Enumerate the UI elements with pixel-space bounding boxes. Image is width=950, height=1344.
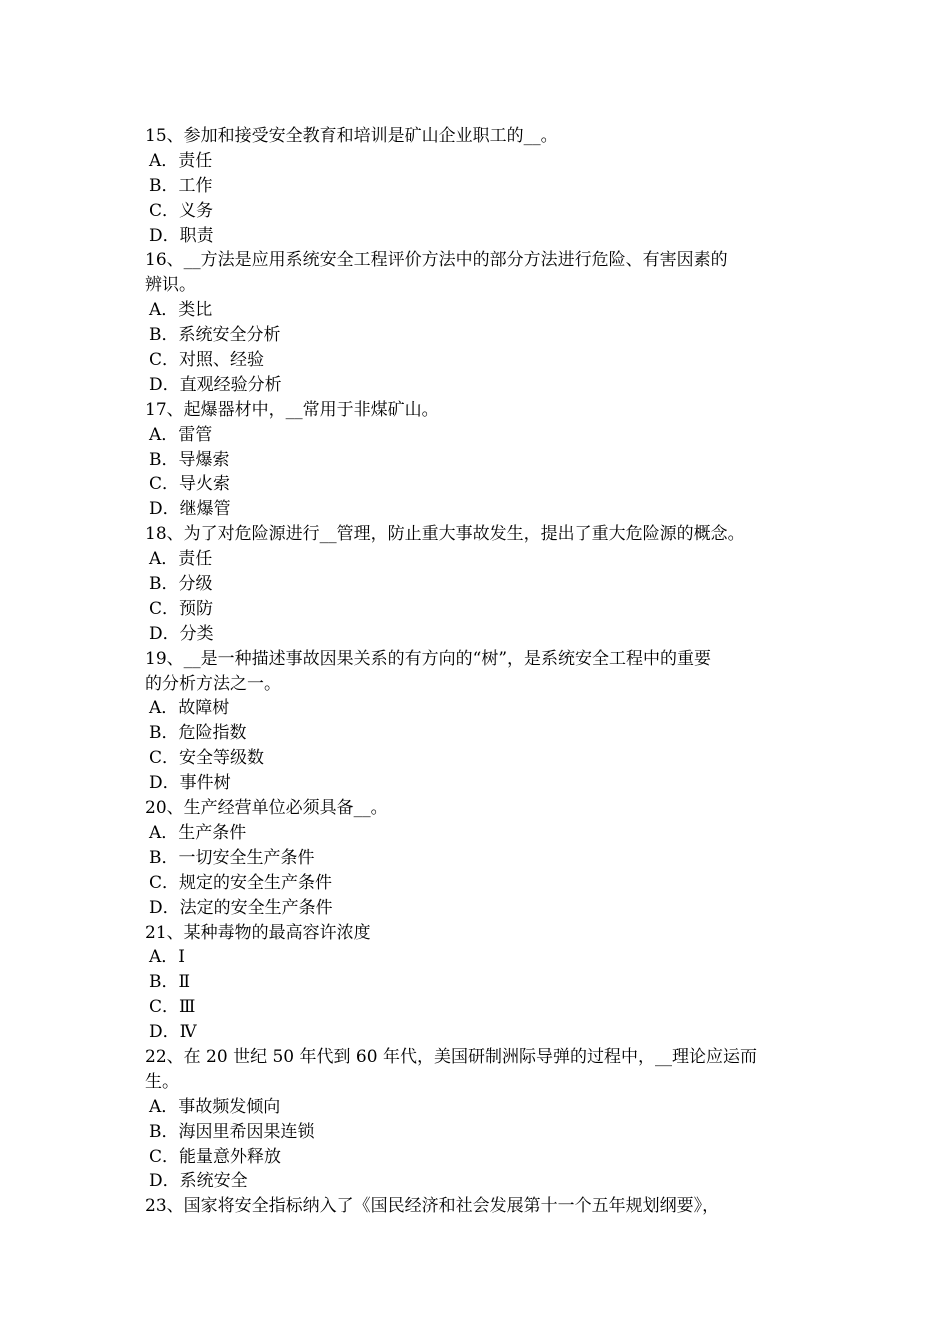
question-15-stem: 15、参加和接受安全教育和培训是矿山企业职工的__。 [145,126,558,146]
question-19-option-a: A．故障树 [149,698,230,719]
question-21-stem: 21、某种毒物的最高容许浓度 [145,922,371,943]
question-20-stem: 20、生产经营单位必须具备__。 [145,798,388,819]
question-16-option-b: B．系统安全分析 [149,325,281,346]
question-18-option-c: C．预防 [149,598,214,619]
question-15-option-d: D．职责 [149,225,214,246]
question-21-option-a: A．Ⅰ [149,947,185,968]
question-18-option-b: B．分级 [149,574,213,595]
question-18-option-a: A．责任 [149,549,213,570]
question-23-stem: 23、国家将安全指标纳入了《国民经济和社会发展第十一个五年规划纲要》， [145,1196,720,1217]
question-21-option-b: B．Ⅱ [149,972,191,993]
question-18-option-d: D．分类 [149,623,214,644]
question-19-stem-line-2: 的分析方法之一。 [145,673,281,694]
document-body [145,124,810,1219]
question-21-option-d: D．Ⅳ [149,1022,197,1043]
question-19-option-d: D．事件树 [149,773,231,794]
question-16-option-c: C．对照、经验 [149,350,265,371]
question-16-option-d: D．直观经验分析 [149,374,282,395]
question-17-option-d: D．继爆管 [149,499,231,520]
question-15-option-c: C．义务 [149,200,214,221]
question-21-option-c: C．Ⅲ [149,997,196,1018]
question-22-stem-line-2: 生。 [145,1071,179,1092]
question-17-option-b: B．导爆索 [149,449,230,470]
question-16-option-a: A．类比 [149,300,213,321]
question-22-option-d: D．系统安全 [149,1171,248,1192]
question-22-option-c: C．能量意外释放 [149,1146,282,1167]
question-17-stem: 17、起爆器材中，__常用于非煤矿山。 [145,399,439,420]
question-20-option-c: C．规定的安全生产条件 [149,872,333,893]
question-17-option-a: A．雷管 [149,424,213,445]
question-20-option-d: D．法定的安全生产条件 [149,897,333,918]
question-16-stem-line-1: 16、__方法是应用系统安全工程评价方法中的部分方法进行危险、有害因素的 [145,250,728,271]
question-22-option-b: B．海因里希因果连锁 [149,1121,315,1142]
question-15-option-a: A．责任 [149,150,213,171]
question-19-option-b: B．危险指数 [149,723,247,744]
question-17-option-c: C．导火索 [149,474,231,495]
question-18-stem: 18、为了对危险源进行__管理，防止重大事故发生，提出了重大危险源的概念。 [145,524,745,545]
question-22-option-a: A．事故频发倾向 [149,1096,281,1117]
question-19-option-c: C．安全等级数 [149,748,265,769]
question-16-stem-line-2: 辨识。 [145,275,196,296]
question-22-stem-line-1: 22、在 20 世纪 50 年代到 60 年代，美国研制洲际导弹的过程中，__理论应运而 [145,1046,757,1067]
question-20-option-a: A．生产条件 [149,822,247,843]
question-19-stem-line-1: 19、__是一种描述事故因果关系的有方向的“树”，是系统安全工程中的重要 [145,648,712,669]
question-15-option-b: B．工作 [149,175,213,196]
question-20-option-b: B．一切安全生产条件 [149,847,315,868]
